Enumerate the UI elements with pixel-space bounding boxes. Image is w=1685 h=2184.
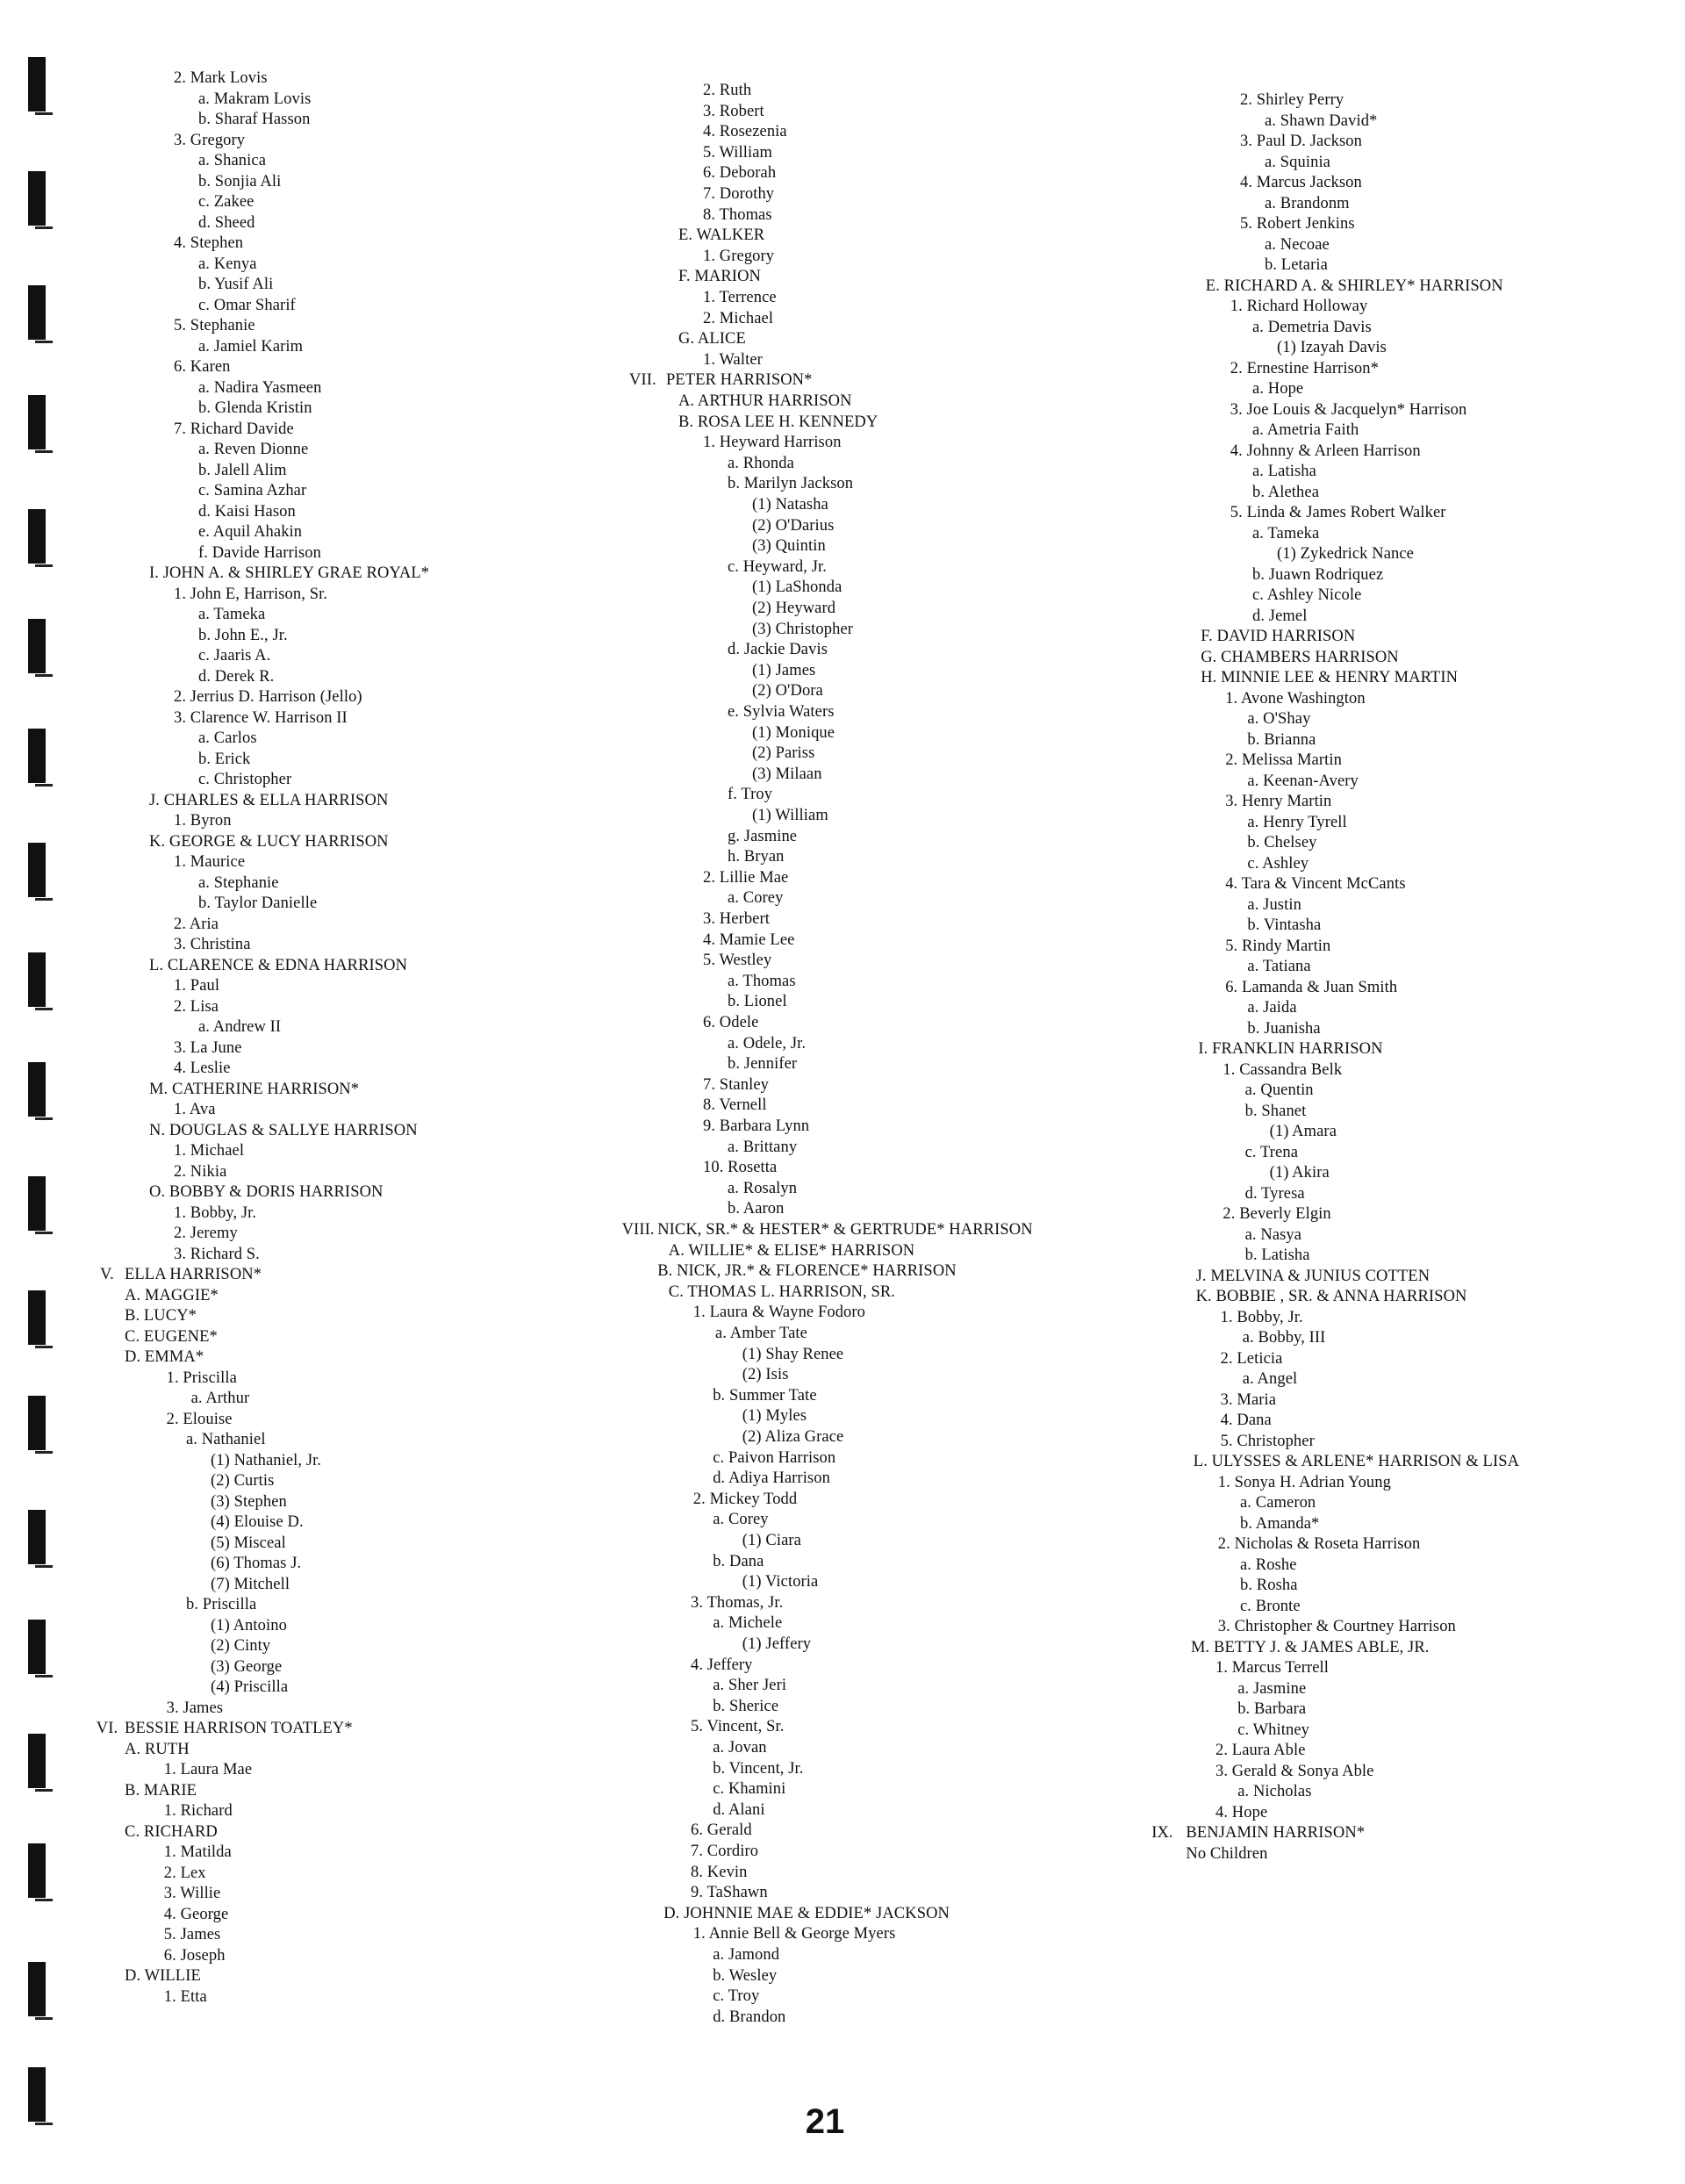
outline-line: (1) Akira [1269,1164,1330,1182]
outline-line: 1. Byron [174,812,232,830]
outline-line: 2. Nicholas & Roseta Harrison [1217,1535,1421,1553]
outline-line: L. CLARENCE & EDNA HARRISON [149,956,408,974]
outline-line: (1) Jeffery [742,1635,812,1653]
outline-line: (1) LaShonda [752,578,842,597]
outline-line: 1. Richard [163,1802,233,1820]
outline-line: (2) Cinty [211,1637,271,1655]
outline-line: 3. James [166,1699,224,1717]
outline-line: 4. Tara & Vincent McCants [1225,875,1406,893]
outline-line: 2. Shirley Perry [1240,91,1344,109]
outline-line: b. Letaria [1265,256,1328,274]
outline-line: ELLA HARRISON* [125,1266,262,1283]
outline-line: BENJAMIN HARRISON* [1186,1824,1366,1842]
outline-line: a. Cameron [1240,1494,1316,1512]
binding-hole-mark [28,395,46,449]
outline-line: 4. Jeffery [691,1656,753,1674]
outline-line: 6. Joseph [163,1946,226,1965]
outline-line: (1) James [752,661,816,679]
outline-line: B. MARIE [125,1781,197,1800]
outline-line: a. Justin [1247,895,1301,914]
outline-line: 3. Maria [1220,1390,1277,1409]
binding-hole-mark [28,1176,46,1231]
binding-hole-mark [28,1062,46,1117]
outline-line: (1) Izayah Davis [1277,339,1387,356]
outline-line: a. Henry Tyrell [1247,813,1347,831]
outline-line: 10. Rosetta [703,1159,778,1177]
outline-line: I. FRANKLIN HARRISON [1198,1040,1383,1058]
outline-line: 1. Ava [174,1101,216,1118]
outline-line: A. RUTH [125,1740,190,1758]
outline-line: a. Corey [728,889,784,908]
outline-line: a. Shawn David* [1265,111,1378,130]
outline-line: 8. Thomas [703,205,772,224]
outline-line: c. Whitney [1237,1721,1310,1739]
outline-line: a. Tameka [198,606,266,623]
outline-line: (1) Natasha [752,496,828,514]
outline-line: 2. Aria [174,915,219,933]
outline-line: (1) Zykedrick Nance [1277,545,1414,563]
outline-line: 4. Dana [1220,1412,1272,1429]
outline-line: b. Jennifer [728,1055,798,1074]
outline-line: (2) Isis [742,1366,789,1384]
outline-line: 1. Bobby, Jr. [174,1203,257,1222]
binding-hole-mark [28,952,46,1007]
outline-line: C. THOMAS L. HARRISON, SR. [668,1282,896,1301]
outline-line: M. CATHERINE HARRISON* [149,1080,360,1098]
outline-line: VI. [96,1720,118,1737]
outline-line: b. Lionel [728,993,787,1011]
outline-line: a. Amber Tate [715,1325,807,1342]
outline-line: (3) Stephen [211,1492,287,1511]
outline-line: 3. Herbert [703,910,770,928]
outline-line: a. Carlos [198,729,257,747]
outline-line: 3. Henry Martin [1225,793,1332,810]
outline-line: H. MINNIE LEE & HENRY MARTIN [1201,669,1459,686]
outline-line: N. DOUGLAS & SALLYE HARRISON [149,1121,418,1139]
outline-line: a. Brittany [728,1138,798,1156]
outline-line: a. Quentin [1244,1081,1314,1099]
outline-line: e. Aquil Ahakin [198,523,303,541]
outline-line: d. Adiya Harrison [713,1469,830,1488]
outline-line: 3. La June [174,1038,242,1057]
outline-line: a. Corey [713,1511,769,1529]
outline-line: 2. Melissa Martin [1225,751,1342,769]
outline-line: a. Tatiana [1247,958,1311,975]
outline-line: 4. Johnny & Arleen Harrison [1230,442,1421,460]
outline-line: b. Jalell Alim [198,461,287,479]
outline-line: O. BOBBY & DORIS HARRISON [149,1183,384,1201]
outline-line: b. Marilyn Jackson [728,475,854,493]
outline-line: (2) Curtis [211,1472,275,1490]
outline-line: 2. Beverly Elgin [1223,1205,1331,1223]
outline-line: 5. Linda & James Robert Walker [1230,504,1446,521]
outline-line: 3. Willie [163,1885,221,1902]
outline-line: a. Bobby, III [1242,1329,1326,1347]
outline-line: b. Summer Tate [713,1386,817,1405]
outline-line: b. Aaron [728,1200,785,1218]
outline-line: d. Kaisi Hason [198,502,296,521]
outline-line: 6. Lamanda & Juan Smith [1225,978,1398,996]
outline-line: No Children [1186,1844,1268,1863]
outline-line: c. Omar Sharif [198,296,296,314]
outline-line: 6. Karen [174,358,231,376]
outline-line: b. Sonjia Ali [198,172,282,190]
outline-line: a. Nathaniel [186,1431,266,1448]
outline-line: 1. Avone Washington [1225,689,1366,708]
outline-line: 2. Lisa [174,997,219,1016]
outline-line: A. WILLIE* & ELISE* HARRISON [668,1241,915,1260]
outline-line: 3. Richard S. [174,1245,260,1263]
outline-line: a. Keenan-Avery [1247,772,1359,790]
outline-line: c. Paivon Harrison [713,1448,836,1467]
outline-line: a. Makram Lovis [198,90,312,108]
outline-line: 1. Maurice [174,853,246,871]
outline-line: b. Vincent, Jr. [713,1759,804,1778]
outline-line: 9. TaShawn [691,1884,768,1902]
outline-line: b. Juawn Rodriquez [1252,565,1384,584]
outline-line: 3. Thomas, Jr. [691,1593,784,1612]
binding-hole-mark [28,509,46,564]
outline-line: 5. William [703,143,773,162]
outline-line: 3. Gregory [174,131,246,149]
outline-line: VIII. [621,1221,655,1239]
outline-line: 2. Jeremy [174,1225,238,1242]
outline-line: a. Arthur [190,1390,250,1407]
outline-line: (4) Elouise D. [211,1513,304,1531]
outline-line: 1. Michael [174,1142,245,1160]
outline-line: b. Priscilla [186,1596,257,1613]
outline-line: b. Latisha [1244,1246,1310,1264]
outline-line: c. Jaaris A. [198,647,271,665]
outline-line: 3. Christina [174,936,251,953]
outline-line: (6) Thomas J. [211,1555,302,1572]
outline-line: J. MELVINA & JUNIUS COTTEN [1195,1267,1430,1285]
outline-line: 1. Walter [703,350,763,369]
outline-line: 5. Westley [703,952,772,970]
outline-line: 2. Lex [163,1864,206,1882]
outline-line: a. Ametria Faith [1252,421,1359,439]
outline-line: a. Odele, Jr. [728,1034,807,1052]
outline-line: c. Zakee [198,193,255,211]
outline-line: 6. Deborah [703,164,777,183]
outline-line: b. Wesley [713,1966,778,1985]
outline-line: 1. Richard Holloway [1230,298,1368,315]
outline-line: 3. Robert [703,102,764,120]
outline-line: a. O'Shay [1247,710,1311,728]
outline-line: a. Jamiel Karim [198,337,304,356]
outline-line: a. Sher Jeri [713,1677,787,1695]
outline-line: D. WILLIE [125,1967,201,1985]
outline-line: a. Nasya [1244,1225,1302,1244]
outline-line: (2) O'Darius [752,516,835,535]
outline-line: c. Trena [1244,1143,1299,1161]
outline-line: e. Sylvia Waters [728,703,835,721]
outline-line: 5. Vincent, Sr. [691,1718,785,1736]
outline-line: 4. Stephen [174,234,244,252]
outline-line: d. Brandon [713,2008,786,2026]
outline-line: (7) Mitchell [211,1575,290,1593]
outline-line: c. Christopher [198,771,292,788]
outline-line: f. Troy [728,786,773,804]
outline-line: a. Jovan [713,1739,767,1757]
outline-line: 1. Matilda [163,1843,232,1861]
binding-hole-mark [28,619,46,673]
outline-line: (1) Nathaniel, Jr. [211,1451,322,1469]
outline-line: c. Ashley Nicole [1252,586,1362,604]
outline-line: b. Taylor Danielle [198,894,318,912]
outline-line: b. Vintasha [1247,916,1322,934]
outline-line: D. EMMA* [125,1348,204,1366]
outline-line: a. Kenya [198,255,257,273]
outline-line: c. Troy [713,1987,760,2006]
outline-line: V. [100,1266,114,1283]
outline-line: PETER HARRISON* [666,371,813,390]
outline-line: 1. John E, Harrison, Sr. [174,585,328,603]
outline-line: (5) Misceal [211,1534,286,1552]
outline-line: a. Jamond [713,1946,780,1964]
outline-line: 1. Sonya H. Adrian Young [1217,1473,1391,1491]
outline-line: h. Bryan [728,848,785,866]
outline-line: g. Jasmine [728,827,798,845]
outline-line: 6. Gerald [691,1821,752,1840]
outline-line: 3. Paul D. Jackson [1240,133,1362,150]
outline-line: (3) Christopher [752,620,854,638]
outline-line: a. Andrew II [198,1018,282,1036]
outline-line: b. Glenda Kristin [198,399,312,417]
outline-line: 7. Richard Davide [174,420,294,438]
outline-line: (1) Ciara [742,1532,801,1549]
outline-line: a. Rosalyn [728,1179,798,1197]
outline-line: 4. Leslie [174,1060,231,1077]
outline-line: d. Alani [713,1800,765,1819]
outline-line: 1. Heyward Harrison [703,434,842,452]
outline-line: a. Michele [713,1614,783,1633]
outline-line: B. ROSA LEE H. KENNEDY [678,413,878,431]
outline-line: a. Jaida [1247,999,1297,1017]
outline-line: A. ARTHUR HARRISON [678,392,852,410]
outline-line: b. Dana [713,1552,764,1570]
outline-line: b. Sherice [713,1697,779,1715]
outline-line: a. Hope [1252,380,1304,398]
outline-line: E. RICHARD A. & SHIRLEY* HARRISON [1205,277,1503,295]
outline-line: (1) Antoino [211,1616,287,1634]
outline-line: 5. Christopher [1220,1432,1315,1450]
outline-line: B. NICK, JR.* & FLORENCE* HARRISON [657,1262,957,1281]
outline-line: 1. Paul [174,977,220,995]
outline-line: 2. Ernestine Harrison* [1230,359,1379,377]
outline-line: 1. Laura Mae [163,1761,253,1778]
outline-line: c. Samina Azhar [198,482,307,499]
outline-line: b. Chelsey [1247,834,1317,851]
outline-line: a. Angel [1242,1370,1298,1388]
outline-line: 4. Hope [1215,1803,1268,1821]
outline-line: 1. Etta [163,1987,207,2006]
outline-line: (1) Amara [1269,1123,1337,1140]
outline-line: a. Shanica [198,152,267,169]
binding-hole-mark [28,171,46,226]
outline-line: d. Tyresa [1244,1184,1305,1203]
outline-line: VII. [629,371,656,390]
outline-line: 2. Laura Able [1215,1742,1306,1759]
outline-line: a. Latisha [1252,463,1316,480]
outline-line: b. Rosha [1240,1577,1298,1594]
outline-line: d. Sheed [198,213,255,232]
outline-line: 6. Odele [703,1014,759,1031]
binding-hole-mark [28,1620,46,1674]
outline-line: J. CHARLES & ELLA HARRISON [149,791,389,809]
outline-line: C. EUGENE* [125,1327,218,1346]
outline-line: b. Barbara [1237,1700,1307,1718]
outline-line: 2. Michael [703,309,774,327]
outline-line: (2) Heyward [752,600,836,617]
outline-line: c. Khamini [713,1780,786,1799]
outline-line: 1. Bobby, Jr. [1220,1308,1303,1326]
outline-line: b. Amanda* [1240,1514,1320,1533]
outline-line: 5. James [163,1926,221,1943]
outline-line: 1. Gregory [703,247,775,265]
outline-line: F. MARION [678,268,761,286]
outline-line: b. Yusif Ali [198,276,274,293]
outline-line: d. Jemel [1252,607,1308,625]
binding-hole-mark [28,1962,46,2016]
outline-line: D. JOHNNIE MAE & EDDIE* JACKSON [663,1904,950,1922]
outline-line: 3. Christopher & Courtney Harrison [1217,1618,1456,1635]
outline-line: 8. Kevin [691,1863,748,1881]
outline-line: 1. Priscilla [166,1369,237,1387]
outline-line: 8. Vernell [703,1096,767,1115]
outline-line: b. Erick [198,750,251,768]
outline-line: a. Tameka [1252,524,1320,542]
outline-line: a. Rhonda [728,454,794,472]
outline-line: E. WALKER [678,226,765,245]
binding-hole-mark [28,843,46,897]
outline-line: a. Roshe [1240,1555,1297,1574]
outline-line: (1) Shay Renee [742,1345,844,1363]
outline-line: C. RICHARD [125,1822,218,1841]
outline-line: G. ALICE [678,330,746,348]
binding-hole-mark [28,729,46,783]
binding-hole-mark [28,1843,46,1898]
outline-line: K. GEORGE & LUCY HARRISON [149,832,389,851]
outline-line: a. Nadira Yasmeen [198,378,322,397]
outline-line: (1) Victoria [742,1573,819,1591]
outline-line: 4. Rosezenia [703,123,787,141]
binding-hole-mark [28,2067,46,2122]
outline-line: 2. Mickey Todd [692,1490,798,1508]
outline-line: M. BETTY J. & JAMES ABLE, JR. [1191,1638,1430,1656]
outline-line: 7. Cordiro [691,1843,759,1860]
outline-line: 3. Gerald & Sonya Able [1215,1762,1374,1780]
binding-hole-mark [28,1510,46,1564]
outline-line: G. CHAMBERS HARRISON [1201,648,1399,666]
outline-line: a. Jasmine [1237,1679,1307,1698]
outline-line: 7. Stanley [703,1075,769,1094]
outline-line: BESSIE HARRISON TOATLEY* [125,1720,353,1737]
outline-line: b. Brianna [1247,730,1316,749]
outline-line: a. Necoae [1265,235,1330,254]
outline-line: 9. Barbara Lynn [703,1117,810,1135]
outline-line: 2. Nikia [174,1162,227,1181]
outline-line: 1. Cassandra Belk [1223,1060,1343,1079]
outline-line: a. Reven Dionne [198,441,309,458]
outline-line: B. LUCY* [125,1307,197,1325]
outline-line: b. Juanisha [1247,1019,1321,1038]
outline-line: (3) Quintin [752,537,826,556]
outline-line: (1) Monique [752,723,835,742]
outline-line: 2. Jerrius D. Harrison (Jello) [174,688,362,706]
outline-line: A. MAGGIE* [125,1286,219,1304]
outline-line: K. BOBBIE , SR. & ANNA HARRISON [1195,1288,1467,1305]
outline-line: b. Alethea [1252,483,1320,501]
outline-line: c. Ashley [1247,854,1309,873]
outline-line: (3) Milaan [752,765,822,783]
outline-line: I. JOHN A. & SHIRLEY GRAE ROYAL* [149,564,430,582]
outline-line: b. Shanet [1244,1102,1307,1120]
outline-line: 3. Clarence W. Harrison II [174,708,348,727]
outline-line: 7. Dorothy [703,185,775,203]
outline-line: f. Davide Harrison [198,543,321,562]
outline-line: 4. Mamie Lee [703,930,795,949]
outline-line: b. Sharaf Hasson [198,111,311,128]
outline-line: 3. Joe Louis & Jacquelyn* Harrison [1230,400,1467,419]
outline-line: (2) Aliza Grace [742,1428,844,1446]
outline-line: (4) Priscilla [211,1678,289,1696]
binding-hole-mark [28,57,46,111]
outline-line: a. Nicholas [1237,1783,1312,1800]
outline-line: 2. Mark Lovis [174,69,268,87]
binding-hole-mark [28,285,46,340]
outline-line: (2) O'Dora [752,682,823,700]
outline-line: c. Bronte [1240,1597,1301,1615]
outline-line: 4. Marcus Jackson [1240,174,1362,191]
outline-line: a. Stephanie [198,873,279,892]
outline-line: IX. [1151,1824,1173,1842]
outline-line: a. Demetria Davis [1252,318,1372,336]
outline-line: c. Heyward, Jr. [728,557,827,576]
outline-line: NICK, SR.* & HESTER* & GERTRUDE* HARRISON [657,1221,1033,1239]
binding-hole-mark [28,1396,46,1450]
outline-line: (3) George [211,1657,283,1676]
outline-line: 1. Marcus Terrell [1215,1659,1330,1677]
outline-line: 1. Terrence [703,289,777,306]
outline-line: a. Squinia [1265,153,1330,171]
outline-line: a. Brandonm [1265,194,1350,212]
outline-line: 2. Elouise [166,1410,233,1428]
outline-line: 2. Lillie Mae [703,868,789,887]
outline-line: 5. Robert Jenkins [1240,215,1355,233]
outline-line: (1) Myles [742,1407,807,1426]
outline-line: 5. Rindy Martin [1225,937,1331,955]
outline-line: d. Derek R. [198,667,275,686]
outline-line: d. Jackie Davis [728,641,828,659]
outline-line: 4. George [163,1905,229,1923]
outline-line: b. John E., Jr. [198,626,288,644]
outline-line: a. Thomas [728,972,796,990]
outline-line: L. ULYSSES & ARLENE* HARRISON & LISA [1193,1453,1520,1470]
binding-hole-mark [28,1290,46,1345]
outline-line: (2) Pariss [752,744,815,763]
binding-hole-mark [28,1734,46,1788]
outline-line: 2. Ruth [703,82,752,99]
outline-line: 1. Laura & Wayne Fodoro [692,1304,866,1322]
page-number: 21 [805,2102,845,2141]
outline-line: 1. Annie Bell & George Myers [692,1925,896,1943]
outline-line: (1) William [752,807,828,824]
outline-line: 2. Leticia [1220,1349,1283,1368]
outline-line: F. DAVID HARRISON [1201,628,1356,645]
outline-line: 5. Stephanie [174,317,255,334]
